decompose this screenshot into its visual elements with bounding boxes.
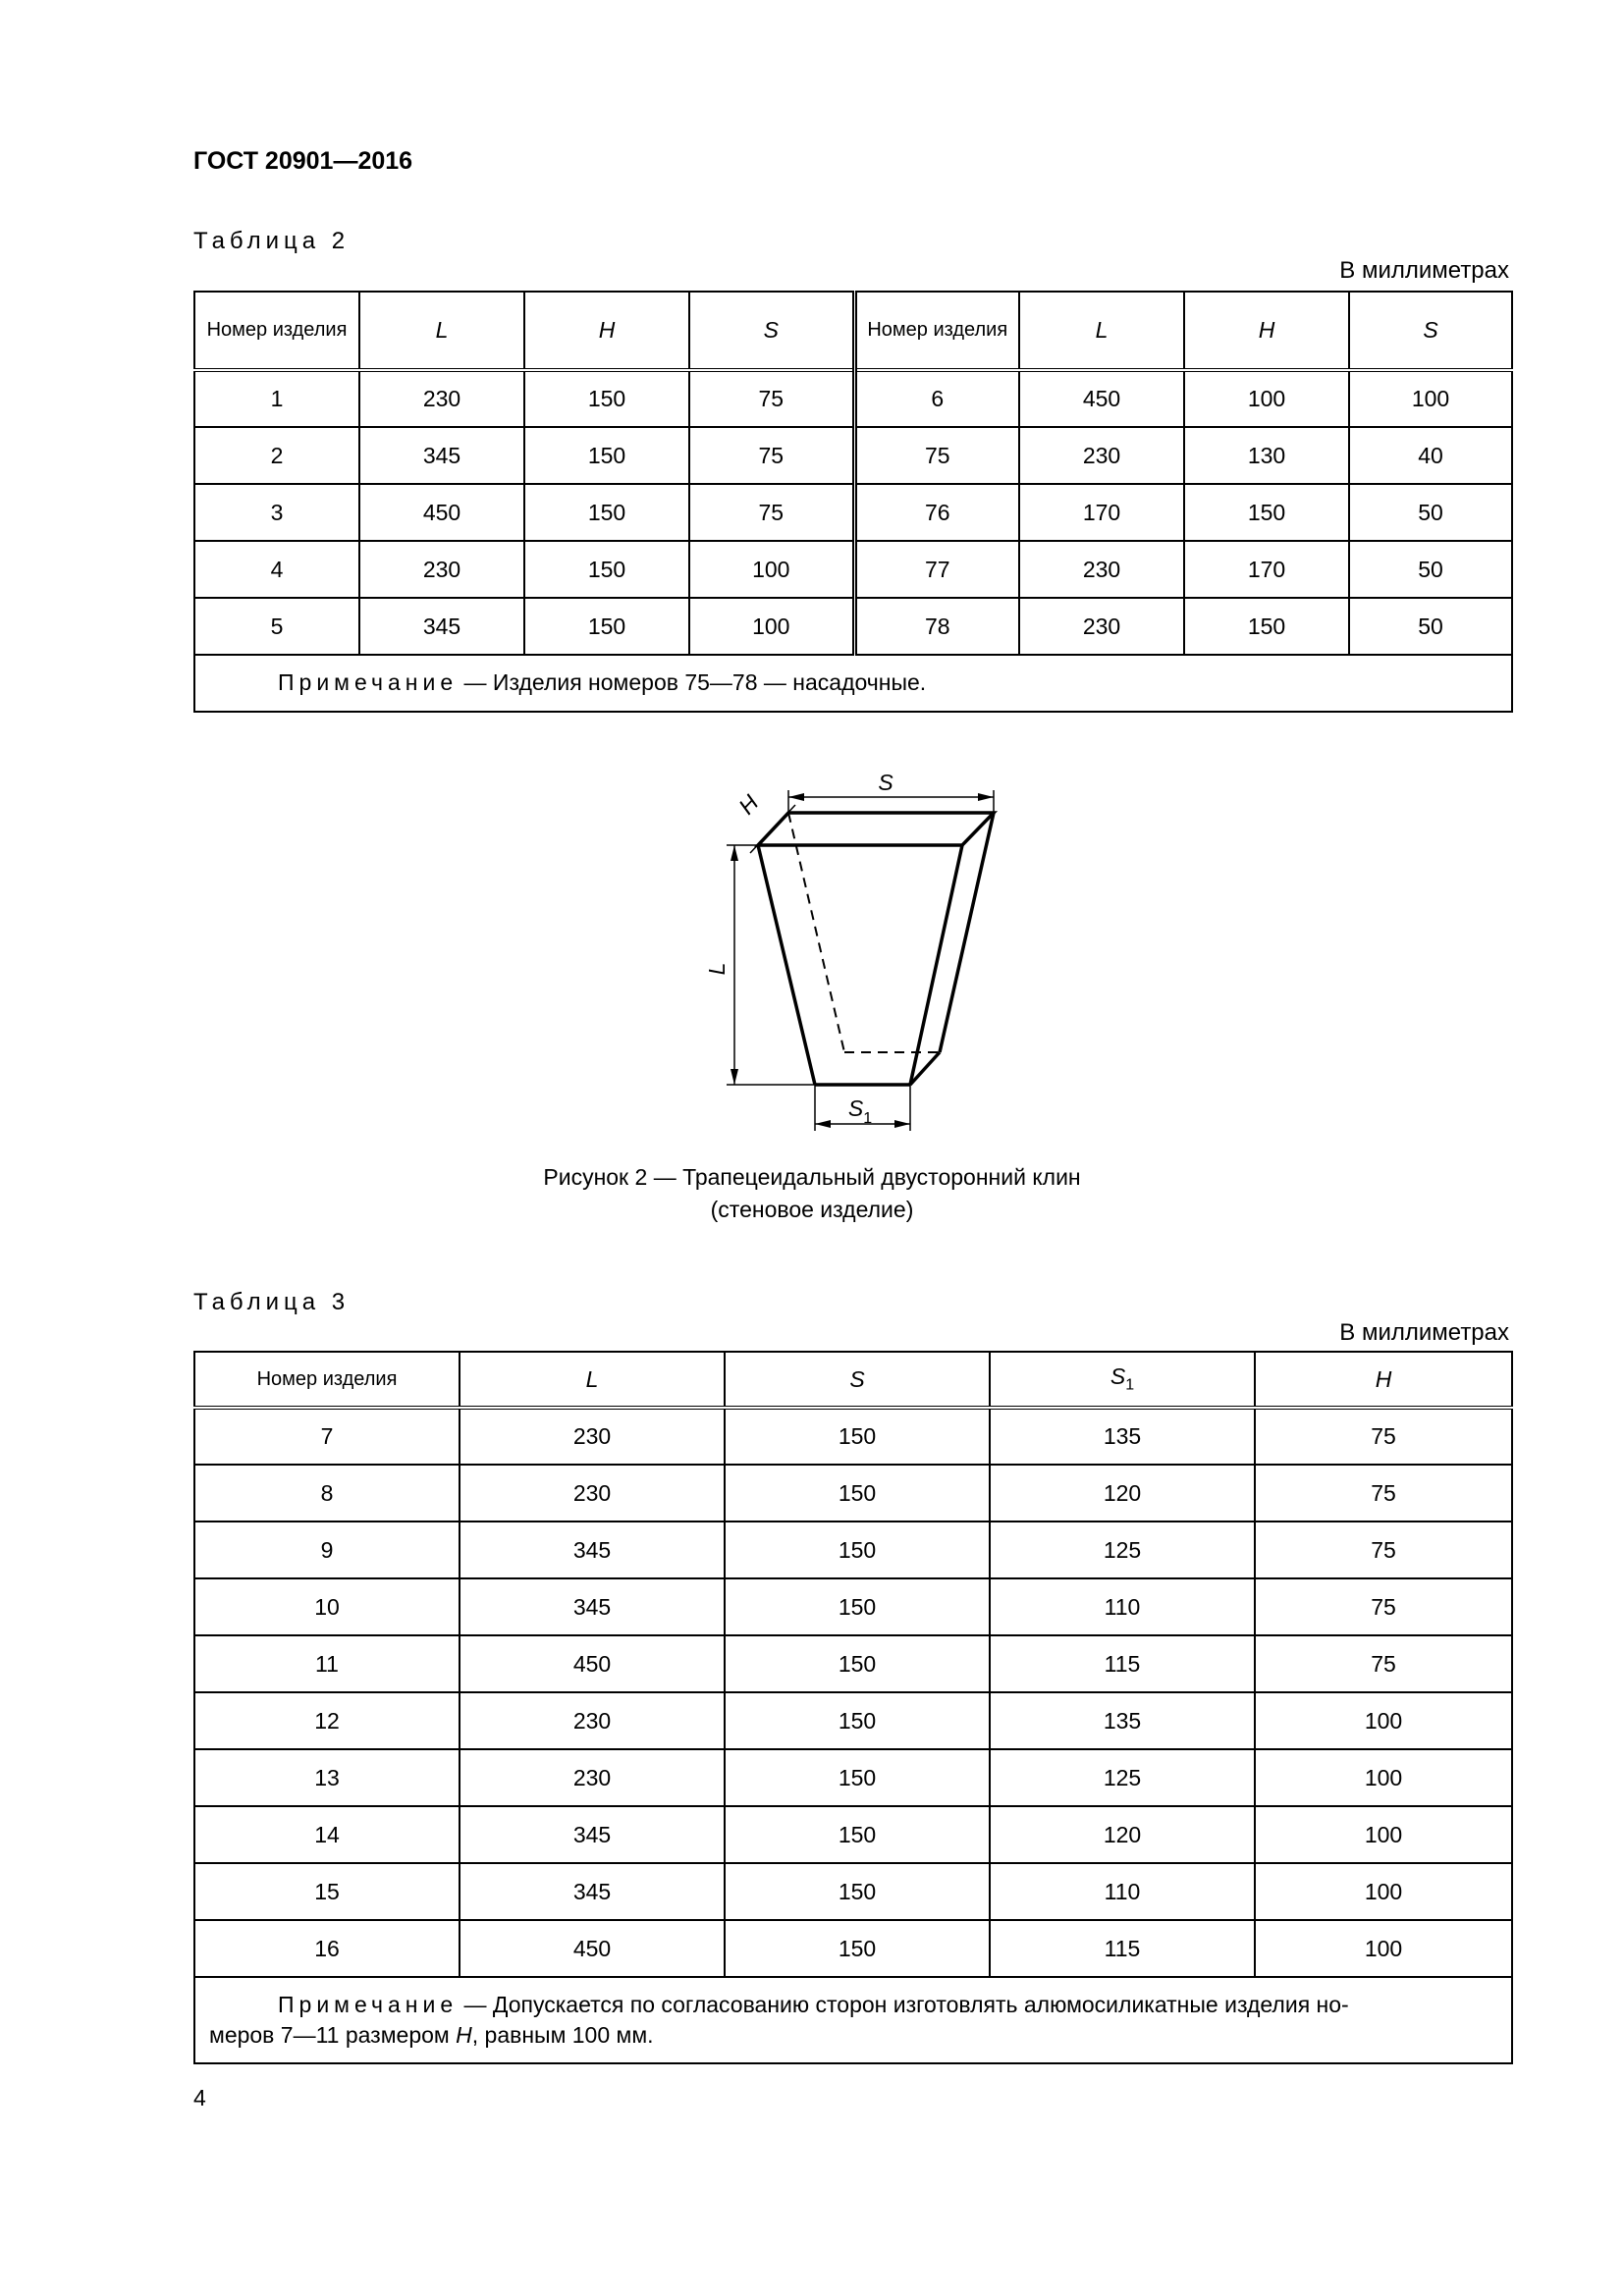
table-row	[194, 1920, 1512, 1977]
table-cell: 75	[1255, 1408, 1512, 1465]
table-cell: 150	[725, 1749, 990, 1806]
note-label: Примечание	[278, 669, 459, 696]
table-cell: 75	[689, 427, 854, 484]
table-row	[194, 541, 1512, 598]
document-id: ГОСТ 20901—2016	[193, 147, 413, 175]
table-cell: 150	[725, 1806, 990, 1863]
table-row	[194, 427, 1512, 484]
table-cell: 170	[1019, 484, 1184, 541]
table-cell: 450	[359, 484, 524, 541]
table-cell: 230	[1019, 427, 1184, 484]
table-cell: 75	[1255, 1522, 1512, 1578]
table-cell: 135	[990, 1408, 1255, 1465]
table-cell: 14	[194, 1806, 460, 1863]
table-cell: 9	[194, 1522, 460, 1578]
table-row	[194, 1578, 1512, 1635]
table-row	[194, 1635, 1512, 1692]
table-cell: 110	[990, 1578, 1255, 1635]
table-cell: 15	[194, 1863, 460, 1920]
table-3-header-row	[194, 1352, 1512, 1408]
table-cell: 50	[1349, 598, 1512, 655]
table-cell: 345	[460, 1863, 725, 1920]
table-cell: 100	[1255, 1863, 1512, 1920]
table-cell: 75	[1255, 1635, 1512, 1692]
table-cell: 100	[1184, 370, 1349, 427]
table-3-header-cell	[990, 1352, 1255, 1408]
table-cell: 345	[460, 1806, 725, 1863]
table-3-header-cell: Номер изделия	[194, 1352, 460, 1408]
dimension-label-h: H	[732, 789, 764, 820]
table-2-header-cell: Номер изделия	[194, 292, 359, 370]
table-2-header-cell: L	[1019, 292, 1184, 370]
table-3-title: Таблица 3	[193, 1289, 351, 1315]
table-cell: 125	[990, 1749, 1255, 1806]
table-cell: 115	[990, 1635, 1255, 1692]
table-cell: 100	[1255, 1920, 1512, 1977]
table-cell: 4	[194, 541, 359, 598]
table-cell: 230	[460, 1692, 725, 1749]
table-3-header-cell: S	[725, 1352, 990, 1408]
table-cell: 150	[725, 1920, 990, 1977]
table-3	[193, 1351, 1513, 2064]
table-cell: 75	[689, 484, 854, 541]
table-3-units: В миллиметрах	[1339, 1319, 1509, 1346]
table-cell: 6	[854, 370, 1019, 427]
table-cell: 170	[1184, 541, 1349, 598]
table-cell: 1	[194, 370, 359, 427]
note-text-h: H	[456, 2022, 472, 2048]
dimension-label-l: L	[704, 962, 730, 976]
table-cell: 150	[725, 1692, 990, 1749]
table-cell: 100	[689, 598, 854, 655]
table-cell: 100	[1255, 1749, 1512, 1806]
note-text-line-2b: , равным 100 мм.	[471, 2022, 654, 2048]
table-cell: 110	[990, 1863, 1255, 1920]
table-cell: 100	[1255, 1806, 1512, 1863]
table-cell: 50	[1349, 541, 1512, 598]
table-cell: 40	[1349, 427, 1512, 484]
table-cell: 11	[194, 1635, 460, 1692]
table-3-header-cell: H	[1255, 1352, 1512, 1408]
table-2-header-cell: H	[524, 292, 689, 370]
table-cell: 450	[460, 1920, 725, 1977]
table-cell: 230	[460, 1749, 725, 1806]
table-cell: 76	[854, 484, 1019, 541]
table-3-header-cell: L	[460, 1352, 725, 1408]
table-cell: 230	[460, 1465, 725, 1522]
table-2	[193, 291, 1513, 713]
table-cell: 2	[194, 427, 359, 484]
table-row	[194, 1692, 1512, 1749]
table-cell: 150	[524, 598, 689, 655]
table-cell: 150	[1184, 484, 1349, 541]
table-row	[194, 1465, 1512, 1522]
table-cell: 345	[460, 1578, 725, 1635]
table-cell: 130	[1184, 427, 1349, 484]
table-cell: 135	[990, 1692, 1255, 1749]
table-cell: 150	[1184, 598, 1349, 655]
table-row	[194, 1522, 1512, 1578]
table-cell: 150	[725, 1522, 990, 1578]
table-row	[194, 1408, 1512, 1465]
table-cell: 16	[194, 1920, 460, 1977]
table-cell: 12	[194, 1692, 460, 1749]
table-2-header-cell: S	[689, 292, 854, 370]
page-number: 4	[193, 2085, 206, 2110]
table-2-title: Таблица 2	[193, 228, 351, 254]
table-cell: 75	[854, 427, 1019, 484]
table-cell: 5	[194, 598, 359, 655]
table-2-header-cell: S	[1349, 292, 1512, 370]
table-row	[194, 1806, 1512, 1863]
note-text: — Изделия номеров 75—78 — насадочные.	[458, 669, 927, 696]
table-2-units: В миллиметрах	[1339, 257, 1509, 284]
table-cell: 345	[359, 427, 524, 484]
s1-main: S	[847, 1095, 864, 1121]
table-2-header-row	[194, 292, 1512, 370]
table-cell: 7	[194, 1408, 460, 1465]
table-2-header-cell: H	[1184, 292, 1349, 370]
table-cell: 75	[689, 370, 854, 427]
table-cell: 77	[854, 541, 1019, 598]
caption-line-2: (стеновое изделие)	[710, 1197, 914, 1222]
table-2-note-row	[194, 655, 1512, 712]
dimension-label-s: S	[878, 770, 893, 795]
figure-2-caption	[0, 1161, 1624, 1226]
table-cell: 150	[725, 1465, 990, 1522]
table-row	[194, 1863, 1512, 1920]
table-cell: 100	[1255, 1692, 1512, 1749]
table-cell: 230	[359, 370, 524, 427]
table-cell: 75	[1255, 1578, 1512, 1635]
table-cell: 8	[194, 1465, 460, 1522]
table-cell: 120	[990, 1806, 1255, 1863]
table-row	[194, 370, 1512, 427]
figure-2-trapezoidal-wedge	[704, 761, 1011, 1158]
s1-header-main: S	[1110, 1363, 1126, 1389]
table-3-note	[194, 1977, 1512, 2063]
table-cell: 450	[1019, 370, 1184, 427]
table-cell: 345	[359, 598, 524, 655]
table-3-note-row	[194, 1977, 1512, 2063]
table-cell: 13	[194, 1749, 460, 1806]
table-cell: 150	[725, 1578, 990, 1635]
wedge-drawing	[704, 761, 1011, 1153]
table-cell: 230	[359, 541, 524, 598]
table-2-header-cell: L	[359, 292, 524, 370]
table-cell: 345	[460, 1522, 725, 1578]
table-cell: 150	[725, 1863, 990, 1920]
table-cell: 150	[524, 484, 689, 541]
note-text-line-1: — Допускается по согласованию сторон изготовлять алюмосиликатные изделия но-	[458, 1991, 1349, 2017]
dimension-label-s1	[848, 1095, 872, 1127]
table-cell: 78	[854, 598, 1019, 655]
table-cell: 10	[194, 1578, 460, 1635]
table-cell: 230	[1019, 598, 1184, 655]
table-cell: 150	[725, 1635, 990, 1692]
s1-header-subscript: 1	[1125, 1376, 1135, 1394]
table-2-header-cell: Номер изделия	[854, 292, 1019, 370]
table-cell: 100	[689, 541, 854, 598]
table-cell: 100	[1349, 370, 1512, 427]
s1-subscript: 1	[863, 1110, 873, 1127]
table-cell: 75	[1255, 1465, 1512, 1522]
table-cell: 3	[194, 484, 359, 541]
table-cell: 230	[1019, 541, 1184, 598]
table-cell: 150	[524, 541, 689, 598]
table-cell: 125	[990, 1522, 1255, 1578]
table-cell: 450	[460, 1635, 725, 1692]
table-row	[194, 484, 1512, 541]
caption-line-1: Рисунок 2 — Трапецеидальный двусторонний клин	[543, 1164, 1081, 1190]
table-cell: 115	[990, 1920, 1255, 1977]
table-cell: 150	[524, 370, 689, 427]
table-2-note	[194, 655, 1512, 712]
note-label: Примечание	[278, 1991, 459, 2017]
table-row	[194, 1749, 1512, 1806]
table-row	[194, 598, 1512, 655]
note-text-line-2a: меров 7—11 размером	[209, 2022, 457, 2048]
table-cell: 150	[725, 1408, 990, 1465]
table-cell: 50	[1349, 484, 1512, 541]
table-cell: 120	[990, 1465, 1255, 1522]
table-cell: 230	[460, 1408, 725, 1465]
table-cell: 150	[524, 427, 689, 484]
